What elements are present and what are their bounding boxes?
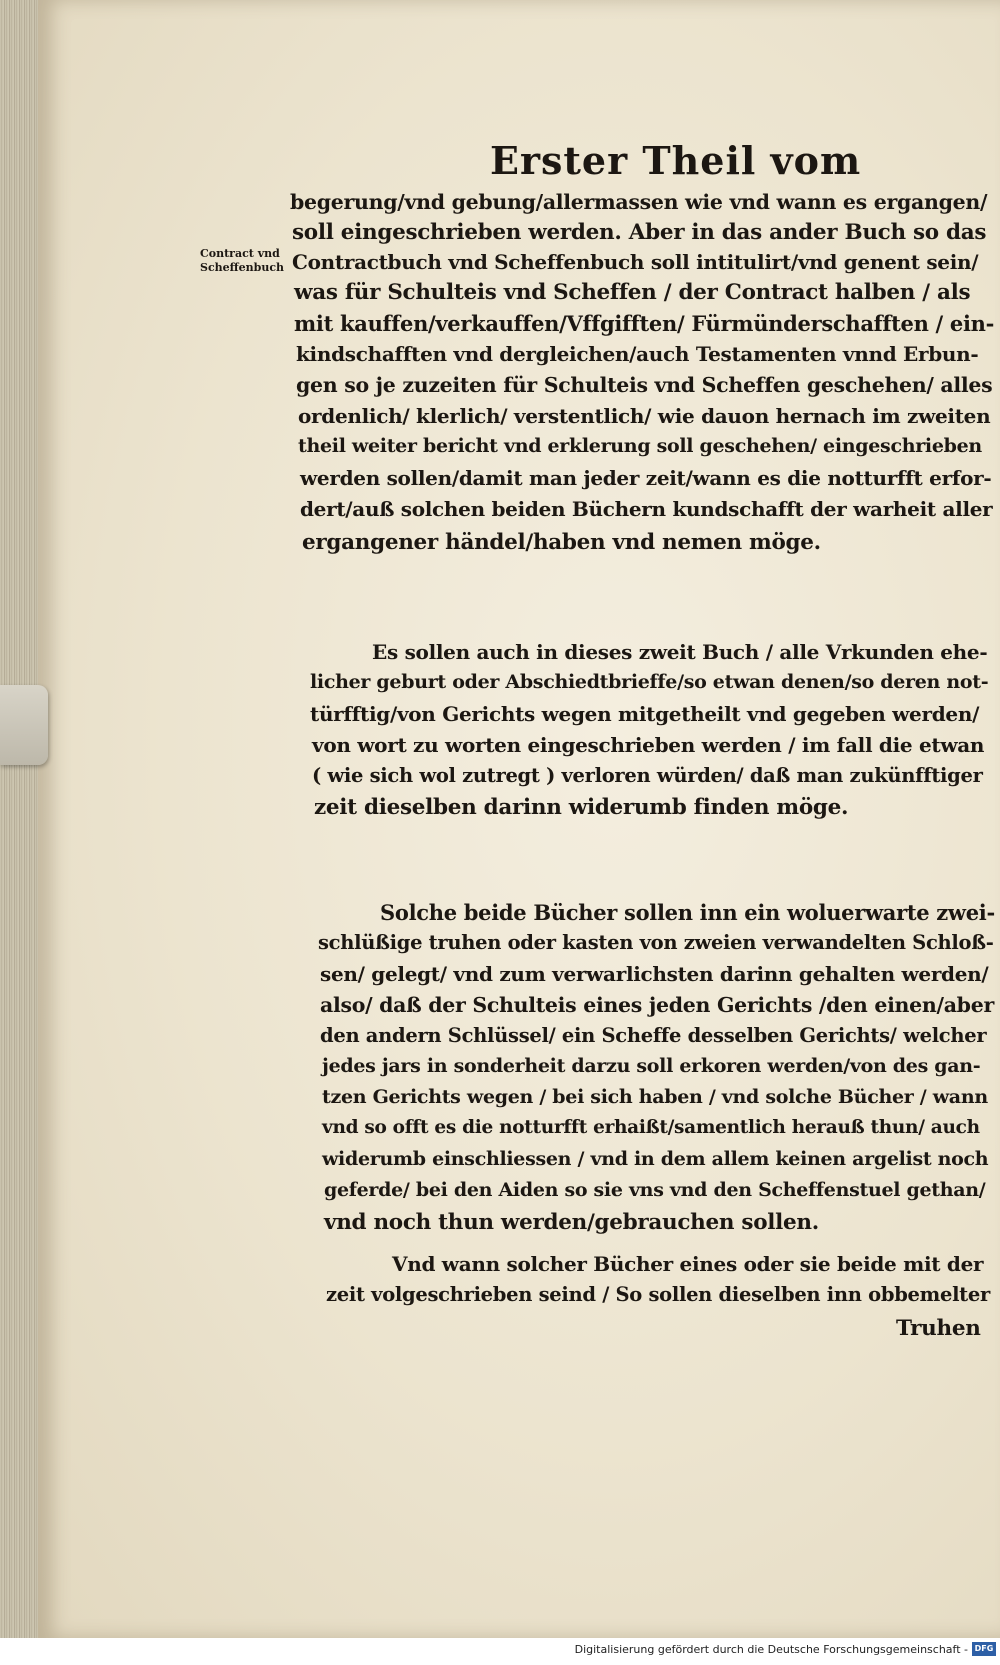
- p3-line-3: sen/ gelegt/ vnd zum verwarlichsten darinn gehalten werden/: [320, 962, 989, 986]
- p1-line-5: mit kauffen/verkauffen/Vffgifften/ Fürmünderschafften / ein-: [294, 311, 995, 336]
- p3-line-8: vnd so offt es die notturfft erhaißt/samentlich herauß thun/ auch: [322, 1117, 980, 1138]
- p3-line-9: widerumb einschliessen / vnd in dem allem keinen argelist noch: [322, 1148, 989, 1170]
- p1-line-11: dert/auß solchen beiden Büchern kundschafft der warheit aller: [300, 497, 993, 521]
- p3-line-10: geferde/ bei den Aiden so sie vns vnd den Scheffenstuel gethan/: [324, 1179, 986, 1201]
- p2-line-5: ( wie sich wol zutregt ) verloren würden/ daß man zukünfftiger: [312, 764, 983, 787]
- p1-line-2: soll eingeschrieben werden. Aber in das ander Buch so das: [292, 220, 987, 245]
- p1-line-4: was für Schulteis vnd Scheffen / der Contract halben / als: [294, 280, 971, 305]
- p2-line-2: licher geburt oder Abschiedtbrieffe/so etwan denen/so deren not-: [310, 671, 989, 693]
- margin-note-line-2: Scheffenbuch: [200, 261, 285, 274]
- p2-line-6: zeit dieselben darinn widerumb finden möge.: [314, 795, 849, 820]
- p1-line-7: gen so je zuzeiten für Schulteis vnd Scheffen geschehen/ alles: [296, 373, 993, 397]
- page-header-title: Erster Theil vom: [490, 138, 862, 183]
- p1-line-3: Contractbuch vnd Scheffenbuch soll intitulirt/vnd genent sein/: [292, 250, 979, 274]
- margin-note-line-1: Contract vnd: [200, 247, 280, 260]
- bookmark-tab: [0, 685, 48, 765]
- p4-line-2: zeit volgeschrieben seind / So sollen dieselben inn obbemelter: [326, 1283, 990, 1306]
- p3-line-5: den andern Schlüssel/ ein Scheffe desselben Gerichts/ welcher: [320, 1024, 987, 1047]
- catchword: Truhen: [896, 1316, 981, 1341]
- p1-line-9: theil weiter bericht vnd erklerung soll geschehen/ eingeschrieben: [298, 435, 982, 457]
- p1-line-6: kindschafften vnd dergleichen/auch Testamenten vnnd Erbun-: [296, 342, 979, 366]
- p1-line-8: ordenlich/ klerlich/ verstentlich/ wie dauon hernach im zweiten: [298, 404, 991, 428]
- p2-line-1: Es sollen auch in dieses zweit Buch / alle Vrkunden ehe-: [372, 640, 988, 664]
- footer-bar: [0, 1638, 1000, 1665]
- p3-line-11: vnd noch thun werden/gebrauchen sollen.: [324, 1210, 819, 1235]
- p1-line-10: werden sollen/damit man jeder zeit/wann es die notturfft erfor-: [300, 466, 992, 490]
- p3-line-6: jedes jars in sonderheit darzu soll erkoren werden/von des gan-: [322, 1055, 981, 1077]
- page-edges: [0, 0, 42, 1638]
- p3-line-4: also/ daß der Schulteis eines jeden Gerichts /den einen/aber: [320, 993, 994, 1017]
- p3-line-1: Solche beide Bücher sollen inn ein woluerwarte zwei-: [380, 900, 995, 925]
- p1-line-12: ergangener händel/haben vnd nemen möge.: [302, 530, 821, 555]
- p3-line-2: schlüßige truhen oder kasten von zweien verwandelten Schloß-: [318, 931, 994, 954]
- p1-line-1: begerung/vnd gebung/allermassen wie vnd wann es ergangen/: [290, 190, 988, 214]
- p4-line-1: Vnd wann solcher Bücher eines oder sie beide mit der: [392, 1252, 984, 1276]
- funding-credit: Digitalisierung gefördert durch die Deutsche Forschungsgemeinschaft -: [574, 1643, 968, 1656]
- dfg-logo: DFG: [972, 1642, 996, 1656]
- p2-line-3: türfftig/von Gerichts wegen mitgetheilt vnd gegeben werden/: [310, 702, 980, 726]
- p3-line-7: tzen Gerichts wegen / bei sich haben / vnd solche Bücher / wann: [322, 1086, 988, 1108]
- p2-line-4: von wort zu worten eingeschrieben werden / im fall die etwan: [312, 733, 985, 757]
